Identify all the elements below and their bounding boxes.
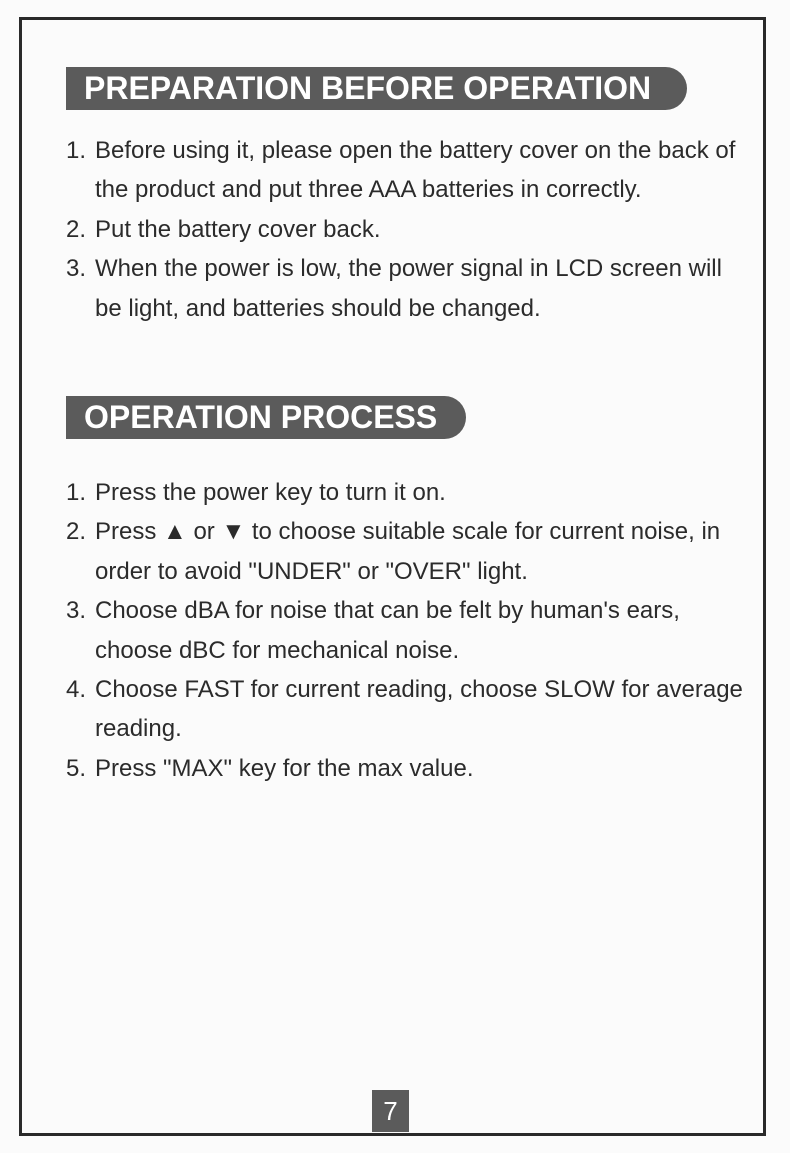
preparation-steps xyxy=(66,131,746,328)
section-heading-preparation: PREPARATION BEFORE OPERATION xyxy=(66,67,687,110)
step-number: 1. xyxy=(66,137,87,164)
list-item xyxy=(66,473,746,512)
step-text: Put the battery cover back. xyxy=(95,215,381,243)
step-text: Press "MAX" key for the max value. xyxy=(95,754,474,782)
step-number: 1. xyxy=(66,479,87,506)
page-number: 7 xyxy=(372,1090,409,1132)
list-item xyxy=(66,249,746,328)
step-number: 3. xyxy=(66,597,87,625)
step-text: When the power is low, the power signal in LCD screen will be light, and batteries should be changed. xyxy=(95,255,722,322)
step-number: 2. xyxy=(66,518,87,546)
list-item xyxy=(66,670,746,749)
list-item xyxy=(66,131,746,210)
step-number: 2. xyxy=(66,215,87,243)
step-number: 4. xyxy=(66,676,87,704)
list-item xyxy=(66,210,746,249)
step-text: Choose FAST for current reading, choose SLOW for average reading. xyxy=(95,676,743,743)
operation-steps xyxy=(66,473,746,788)
step-number: 5. xyxy=(66,754,87,782)
step-text: Press ▲ or ▼ to choose suitable scale for current noise, in order to avoid "UNDER" or "OVER" light. xyxy=(95,518,721,585)
section-heading-operation: OPERATION PROCESS xyxy=(66,396,466,439)
step-number: 3. xyxy=(66,255,87,283)
step-text: Before using it, please open the battery cover on the back of the product and put three AAA batteries in correctly. xyxy=(95,137,736,204)
list-item xyxy=(66,512,746,591)
list-item xyxy=(66,749,746,788)
step-text: Press the power key to turn it on. xyxy=(95,479,446,506)
step-text: Choose dBA for noise that can be felt by human's ears, choose dBC for mechanical noise. xyxy=(95,597,680,664)
list-item xyxy=(66,591,746,670)
